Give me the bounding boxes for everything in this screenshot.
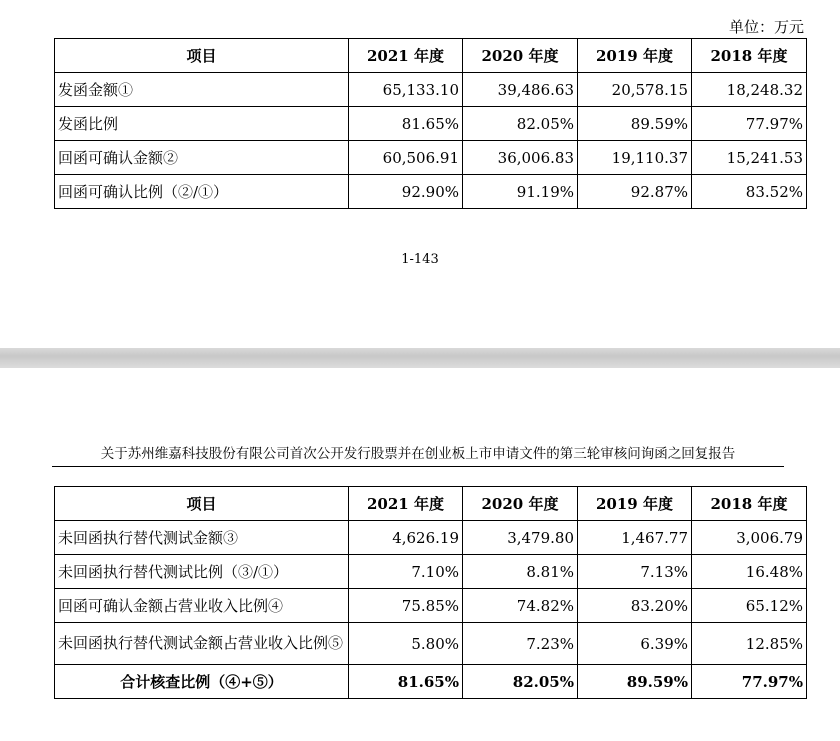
row-label: 回函可确认金额② xyxy=(55,141,349,175)
table-cell: 20,578.15 xyxy=(578,73,692,107)
row-label: 发函金额① xyxy=(55,73,349,107)
unit-label: 单位：万元 xyxy=(728,18,804,36)
table-cell: 36,006.83 xyxy=(463,141,578,175)
row-label: 合计核查比例（④+⑤） xyxy=(55,665,349,699)
table-cell: 19,110.37 xyxy=(578,141,692,175)
table-row xyxy=(55,73,807,107)
header-cell: 2018 年度 xyxy=(692,487,807,521)
table-cell: 60,506.91 xyxy=(349,141,463,175)
confirmation-table-part-2 xyxy=(54,486,807,699)
table-row xyxy=(55,141,807,175)
table-cell: 15,241.53 xyxy=(692,141,807,175)
header-cell: 2019 年度 xyxy=(578,487,692,521)
document-page-1 xyxy=(0,0,840,348)
page-separator xyxy=(0,348,840,368)
row-label: 发函比例 xyxy=(55,107,349,141)
header-cell: 2020 年度 xyxy=(463,39,578,73)
page-number: 1-143 xyxy=(401,252,439,267)
row-label: 未回函执行替代测试比例（③/①） xyxy=(55,555,349,589)
table-cell: 83.20% xyxy=(578,589,692,623)
table-cell: 3,479.80 xyxy=(463,521,578,555)
header-cell: 2021 年度 xyxy=(349,39,463,73)
table-row xyxy=(55,175,807,209)
table-row xyxy=(55,521,807,555)
header-cell: 2018 年度 xyxy=(692,39,807,73)
table-row xyxy=(55,589,807,623)
header-cell: 项目 xyxy=(55,39,349,73)
table-row xyxy=(55,623,807,665)
table-cell: 92.87% xyxy=(578,175,692,209)
table-cell: 12.85% xyxy=(692,623,807,665)
table-cell: 65,133.10 xyxy=(349,73,463,107)
table-cell: 4,626.19 xyxy=(349,521,463,555)
table-cell: 74.82% xyxy=(463,589,578,623)
header-cell: 2019 年度 xyxy=(578,39,692,73)
table-cell: 39,486.63 xyxy=(463,73,578,107)
table-cell: 77.97% xyxy=(692,665,807,699)
table-cell: 77.97% xyxy=(692,107,807,141)
table-cell: 8.81% xyxy=(463,555,578,589)
table-cell: 65.12% xyxy=(692,589,807,623)
table-cell: 91.19% xyxy=(463,175,578,209)
table-cell: 18,248.32 xyxy=(692,73,807,107)
table-cell: 75.85% xyxy=(349,589,463,623)
running-header: 关于苏州维嘉科技股份有限公司首次公开发行股票并在创业板上市申请文件的第三轮审核问询函之回复报告 xyxy=(52,442,784,467)
header-cell: 2020 年度 xyxy=(463,487,578,521)
row-label: 未回函执行替代测试金额占营业收入比例⑤ xyxy=(55,623,349,665)
row-label: 未回函执行替代测试金额③ xyxy=(55,521,349,555)
table-header-row xyxy=(55,39,807,73)
table-cell: 6.39% xyxy=(578,623,692,665)
row-label: 回函可确认比例（②/①） xyxy=(55,175,349,209)
table-cell: 81.65% xyxy=(349,107,463,141)
table-cell: 89.59% xyxy=(578,665,692,699)
table-cell: 89.59% xyxy=(578,107,692,141)
table-row xyxy=(55,555,807,589)
table-cell: 16.48% xyxy=(692,555,807,589)
document-page-2 xyxy=(0,368,840,741)
table-row xyxy=(55,107,807,141)
header-cell: 2021 年度 xyxy=(349,487,463,521)
table-cell: 83.52% xyxy=(692,175,807,209)
table-total-row xyxy=(55,665,807,699)
table-cell: 82.05% xyxy=(463,665,578,699)
table-cell: 5.80% xyxy=(349,623,463,665)
table-cell: 3,006.79 xyxy=(692,521,807,555)
table-cell: 81.65% xyxy=(349,665,463,699)
table-cell: 92.90% xyxy=(349,175,463,209)
table-cell: 7.10% xyxy=(349,555,463,589)
table-cell: 7.23% xyxy=(463,623,578,665)
table-cell: 82.05% xyxy=(463,107,578,141)
table-cell: 7.13% xyxy=(578,555,692,589)
confirmation-table-part-1 xyxy=(54,38,807,209)
table-cell: 1,467.77 xyxy=(578,521,692,555)
table-header-row xyxy=(55,487,807,521)
header-cell: 项目 xyxy=(55,487,349,521)
row-label: 回函可确认金额占营业收入比例④ xyxy=(55,589,349,623)
